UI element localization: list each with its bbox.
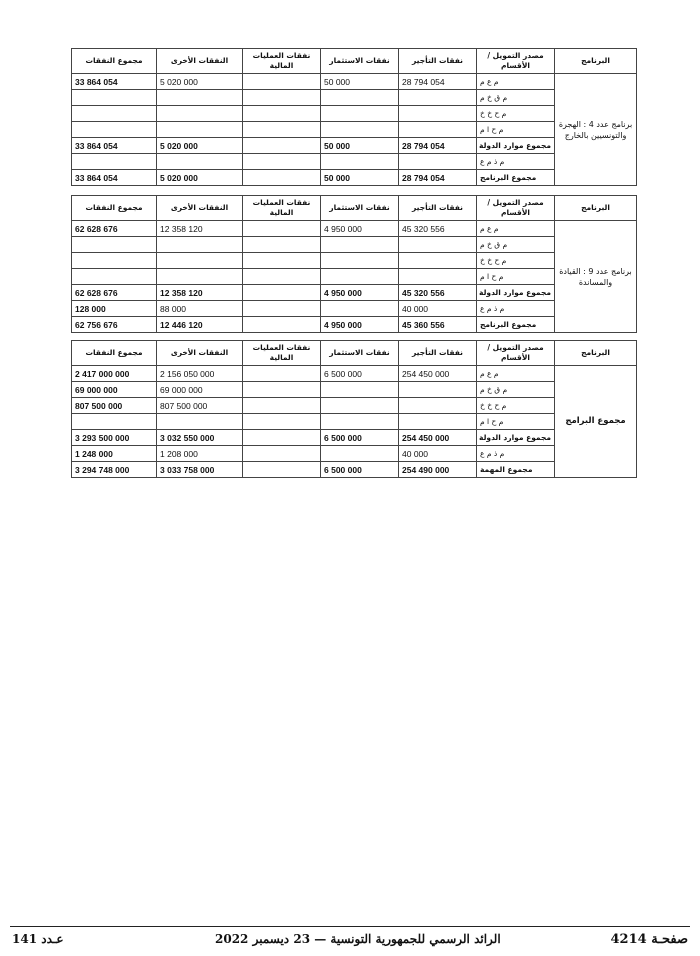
budget-table-program-4 xyxy=(71,48,637,186)
total-cell: 33 864 054 xyxy=(72,138,157,154)
wages-cell: 28 794 054 xyxy=(399,138,477,154)
other-cell: 69 000 000 xyxy=(157,382,243,398)
total-cell: 69 000 000 xyxy=(72,382,157,398)
header-other: النفقات الأخرى xyxy=(157,49,243,74)
other-cell xyxy=(157,154,243,170)
investment-cell xyxy=(321,106,399,122)
other-cell: 12 358 120 xyxy=(157,221,243,237)
header-wages: نفقات التأجير xyxy=(399,49,477,74)
investment-cell: 50 000 xyxy=(321,74,399,90)
total-cell: 33 864 054 xyxy=(72,170,157,186)
total-cell: 2 417 000 000 xyxy=(72,366,157,382)
header-wages: نفقات التأجير xyxy=(399,196,477,221)
total-cell xyxy=(72,269,157,285)
source-cell: م ق خ م xyxy=(477,90,555,106)
wages-cell xyxy=(399,237,477,253)
financial-cell xyxy=(243,154,321,170)
wages-cell xyxy=(399,382,477,398)
investment-cell xyxy=(321,269,399,285)
table-row xyxy=(72,221,637,237)
investment-cell xyxy=(321,253,399,269)
investment-cell: 50 000 xyxy=(321,170,399,186)
header-investment: نفقات الاستثمار xyxy=(321,341,399,366)
wages-cell: 28 794 054 xyxy=(399,74,477,90)
other-cell xyxy=(157,90,243,106)
other-cell: 3 033 758 000 xyxy=(157,462,243,478)
investment-cell xyxy=(321,414,399,430)
footer-page-number: صفحـة 4214 xyxy=(610,932,688,947)
source-cell: م ذ م ع xyxy=(477,301,555,317)
investment-cell: 6 500 000 xyxy=(321,430,399,446)
financial-cell xyxy=(243,90,321,106)
financial-cell xyxy=(243,285,321,301)
financial-cell xyxy=(243,74,321,90)
financial-cell xyxy=(243,446,321,462)
investment-cell: 4 950 000 xyxy=(321,317,399,333)
total-cell xyxy=(72,414,157,430)
wages-cell xyxy=(399,154,477,170)
financial-cell xyxy=(243,170,321,186)
header-source: مصدر التمويل / الأقسام xyxy=(477,341,555,366)
footer-issue-number: عـدد 141 xyxy=(12,932,64,946)
financial-cell xyxy=(243,414,321,430)
wages-cell xyxy=(399,122,477,138)
table-row-subtotal xyxy=(72,285,637,301)
header-financial: نفقات العمليات المالية xyxy=(243,196,321,221)
other-cell: 1 208 000 xyxy=(157,446,243,462)
other-cell: 2 156 050 000 xyxy=(157,366,243,382)
other-cell: 3 032 550 000 xyxy=(157,430,243,446)
table-row xyxy=(72,237,637,253)
table-row xyxy=(72,382,637,398)
header-financial: نفقات العمليات المالية xyxy=(243,341,321,366)
source-cell: م ح خ خ xyxy=(477,106,555,122)
financial-cell xyxy=(243,382,321,398)
total-cell: 807 500 000 xyxy=(72,398,157,414)
other-cell: 88 000 xyxy=(157,301,243,317)
investment-cell: 6 500 000 xyxy=(321,366,399,382)
investment-cell xyxy=(321,237,399,253)
source-cell: مجموع البرنامج xyxy=(477,317,555,333)
header-investment: نفقات الاستثمار xyxy=(321,196,399,221)
source-cell: مجموع موارد الدولة xyxy=(477,430,555,446)
total-cell: 1 248 000 xyxy=(72,446,157,462)
financial-cell xyxy=(243,462,321,478)
other-cell: 5 020 000 xyxy=(157,74,243,90)
financial-cell xyxy=(243,430,321,446)
total-cell: 62 756 676 xyxy=(72,317,157,333)
footer-divider xyxy=(10,926,690,927)
source-cell: م ح ا م xyxy=(477,414,555,430)
header-source: مصدر التمويل / الأقسام xyxy=(477,49,555,74)
financial-cell xyxy=(243,237,321,253)
table-row xyxy=(72,398,637,414)
wages-cell xyxy=(399,90,477,106)
other-cell xyxy=(157,269,243,285)
other-cell xyxy=(157,237,243,253)
financial-cell xyxy=(243,253,321,269)
table-row xyxy=(72,253,637,269)
header-financial: نفقات العمليات المالية xyxy=(243,49,321,74)
header-total: مجموع النفقات xyxy=(72,49,157,74)
total-cell: 62 628 676 xyxy=(72,221,157,237)
financial-cell xyxy=(243,269,321,285)
table-row xyxy=(72,301,637,317)
program-label: برنامج عدد 9 : القيادة والمساندة xyxy=(555,221,637,333)
other-cell: 807 500 000 xyxy=(157,398,243,414)
other-cell xyxy=(157,253,243,269)
total-cell: 3 294 748 000 xyxy=(72,462,157,478)
wages-cell: 254 490 000 xyxy=(399,462,477,478)
header-source: مصدر التمويل / الأقسام xyxy=(477,196,555,221)
wages-cell: 45 320 556 xyxy=(399,221,477,237)
source-cell: م ع م xyxy=(477,366,555,382)
wages-cell: 40 000 xyxy=(399,301,477,317)
wages-cell: 40 000 xyxy=(399,446,477,462)
table-header-row xyxy=(72,341,637,366)
wages-cell xyxy=(399,106,477,122)
table-row xyxy=(72,74,637,90)
table-row-total xyxy=(72,170,637,186)
other-cell: 5 020 000 xyxy=(157,170,243,186)
other-cell xyxy=(157,106,243,122)
source-cell: م ذ م ع xyxy=(477,154,555,170)
table-row xyxy=(72,154,637,170)
investment-cell: 50 000 xyxy=(321,138,399,154)
source-cell: مجموع البرنامج xyxy=(477,170,555,186)
table-row-subtotal xyxy=(72,138,637,154)
table-header-row xyxy=(72,49,637,74)
investment-cell xyxy=(321,154,399,170)
source-cell: م ع م xyxy=(477,74,555,90)
table-row xyxy=(72,269,637,285)
header-program: البرنامج xyxy=(555,49,637,74)
table-row xyxy=(72,90,637,106)
header-investment: نفقات الاستثمار xyxy=(321,49,399,74)
wages-cell xyxy=(399,398,477,414)
source-cell: م ذ م ع xyxy=(477,446,555,462)
other-cell: 5 020 000 xyxy=(157,138,243,154)
wages-cell: 45 360 556 xyxy=(399,317,477,333)
financial-cell xyxy=(243,221,321,237)
financial-cell xyxy=(243,301,321,317)
source-cell: م ع م xyxy=(477,221,555,237)
investment-cell: 4 950 000 xyxy=(321,221,399,237)
wages-cell: 28 794 054 xyxy=(399,170,477,186)
total-cell xyxy=(72,253,157,269)
other-cell xyxy=(157,122,243,138)
investment-cell: 6 500 000 xyxy=(321,462,399,478)
wages-cell xyxy=(399,269,477,285)
total-cell: 62 628 676 xyxy=(72,285,157,301)
financial-cell xyxy=(243,106,321,122)
investment-cell xyxy=(321,446,399,462)
investment-cell xyxy=(321,90,399,106)
budget-table-program-9 xyxy=(71,195,637,333)
source-cell: م ق خ م xyxy=(477,382,555,398)
total-cell: 33 864 054 xyxy=(72,74,157,90)
table-row-total xyxy=(72,462,637,478)
financial-cell xyxy=(243,138,321,154)
header-other: النفقات الأخرى xyxy=(157,341,243,366)
header-wages: نفقات التأجير xyxy=(399,341,477,366)
footer-journal-title: الرائد الرسمي للجمهورية التونسية — 23 ديسمبر 2022 xyxy=(215,932,501,946)
header-other: النفقات الأخرى xyxy=(157,196,243,221)
table-row-subtotal xyxy=(72,430,637,446)
program-label: مجموع البرامج xyxy=(555,366,637,478)
total-cell: 128 000 xyxy=(72,301,157,317)
header-program: البرنامج xyxy=(555,341,637,366)
other-cell: 12 446 120 xyxy=(157,317,243,333)
wages-cell xyxy=(399,414,477,430)
source-cell: م ح خ خ xyxy=(477,253,555,269)
investment-cell xyxy=(321,122,399,138)
wages-cell: 254 450 000 xyxy=(399,430,477,446)
wages-cell: 254 450 000 xyxy=(399,366,477,382)
investment-cell: 4 950 000 xyxy=(321,285,399,301)
table-header-row xyxy=(72,196,637,221)
total-cell xyxy=(72,90,157,106)
financial-cell xyxy=(243,398,321,414)
header-total: مجموع النفقات xyxy=(72,196,157,221)
financial-cell xyxy=(243,366,321,382)
budget-table-all-programs xyxy=(71,340,637,478)
table-row xyxy=(72,446,637,462)
source-cell: م ح خ خ xyxy=(477,398,555,414)
investment-cell xyxy=(321,382,399,398)
other-cell: 12 358 120 xyxy=(157,285,243,301)
investment-cell xyxy=(321,398,399,414)
table-row xyxy=(72,122,637,138)
total-cell xyxy=(72,122,157,138)
wages-cell: 45 320 556 xyxy=(399,285,477,301)
total-cell xyxy=(72,106,157,122)
source-cell: مجموع موارد الدولة xyxy=(477,285,555,301)
total-cell xyxy=(72,237,157,253)
other-cell xyxy=(157,414,243,430)
table-row xyxy=(72,106,637,122)
header-program: البرنامج xyxy=(555,196,637,221)
source-cell: م ح ا م xyxy=(477,122,555,138)
investment-cell xyxy=(321,301,399,317)
source-cell: م ح ا م xyxy=(477,269,555,285)
source-cell: م ق خ م xyxy=(477,237,555,253)
financial-cell xyxy=(243,317,321,333)
table-row xyxy=(72,414,637,430)
source-cell: مجموع المهمة xyxy=(477,462,555,478)
table-row xyxy=(72,366,637,382)
total-cell: 3 293 500 000 xyxy=(72,430,157,446)
program-label: برنامج عدد 4 : الهجرة والتونسيين بالخارج xyxy=(555,74,637,186)
total-cell xyxy=(72,154,157,170)
financial-cell xyxy=(243,122,321,138)
wages-cell xyxy=(399,253,477,269)
header-total: مجموع النفقات xyxy=(72,341,157,366)
source-cell: مجموع موارد الدولة xyxy=(477,138,555,154)
table-row-total xyxy=(72,317,637,333)
